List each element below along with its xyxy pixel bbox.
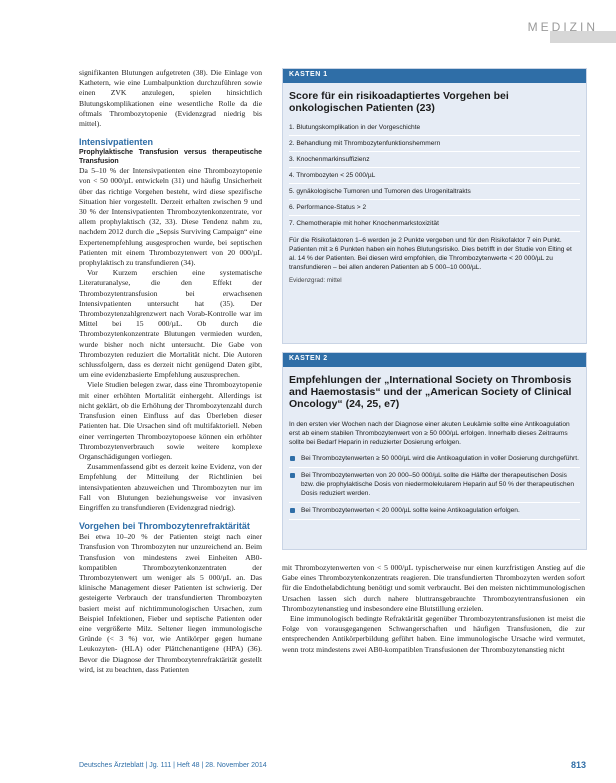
info-box-2	[282, 352, 587, 550]
bullet-icon	[290, 473, 295, 478]
journal-footer: Deutsches Ärzteblatt | Jg. 111 | Heft 48 | 28. November 2014	[79, 762, 267, 769]
box-intro: In den ersten vier Wochen nach der Diagnose einer akuten Leukämie sollte eine Antikoagulation erst ab einem stabilen Thrombozytenwert von ≥ 50 000/µL erfolgen. Innerhalb dieses Zeitraums sollte bei Bedarf Heparin in reduzierter Dosierung erfolgen.	[289, 421, 570, 446]
heading-intensivpatienten: Intensivpatienten	[79, 137, 154, 148]
list-item: 3. Knochenmarkinsuffizienz	[289, 152, 580, 168]
risk-factor-list	[283, 120, 586, 232]
bullet-icon	[290, 456, 295, 461]
page-number: 813	[570, 760, 586, 770]
list-item: 6. Performance-Status > 2	[289, 200, 580, 216]
left-column	[79, 68, 262, 675]
list-item: 5. gynäkologische Tumoren und Tumoren des Urogenitaltrakts	[289, 184, 580, 200]
right-column	[282, 563, 585, 655]
heading-refraktaeritaet: Vorgehen bei Thrombozytenrefraktärität	[79, 521, 250, 532]
recommendation-list	[283, 447, 586, 520]
paragraph: signifikanten Blutungen aufgetreten (38). Die Einlage von Kathetern, wie eine Lumbalpunktion durchzuführen sowie einen ZVK anzulegen, spielen hinsichtlich Blutungskomplikationen eine wesentliche Rolle da die oftmals Thrombozytopenie (Evidenzgrad niedrig bis mittel).	[79, 68, 262, 129]
list-item: 1. Blutungskomplikation in der Vorgeschichte	[289, 120, 580, 136]
box-title: Empfehlungen der „International Society on Thrombosis and Haemostasis“ und der „American Society of Clinical Oncology“ (24, 25, e7)	[289, 374, 572, 410]
list-item	[289, 468, 580, 503]
paragraph: Vor Kurzem erschien eine systematische Literaturanalyse, die den Effekt der Thrombozytentransfusion bei erwachsenen Intensivpatienten untersucht hat (35). Der Thrombozytenzahlgrenzwert nach Vorab-Kontrolle war im Mittel bei 15 000/µL. Ob durch die Thrombozytenkonzentrate Blutungen vermieden wurden, wurde bisher noch nicht untersucht. Die Gabe von Thrombozyten reduziert die Mortalität nicht. Die Autoren schlussfolgern, dass es derzeit nicht genügend Daten gibt, um eine evidenzbasierte Empfehlung auszusprechen.	[79, 268, 262, 380]
paragraph: Da 5–10 % der Intensivpatienten eine Thrombozytopenie von < 50 000/µL entwickeln (31) und häufig Unsicherheit über das richtige Vorgehen besteht, wird diese spezifische Situation hier vorgestellt. Derzeit erhalten zwischen 9 und 30 % der Intensivpatienten Thrombozytenkonzentrate, vor allem prophylaktisch (32, 33). Diese Tendenz nahm zu, nachdem 2012 durch die „Sepsis Surviving Campaign“ eine Expertenempfehlung ausgesprochen wurde, bei septischen Patienten mit einem Thrombozytenwert von 20 000/µL prophylaktisch zu transfundieren (34).	[79, 166, 262, 268]
list-item: 4. Thrombozyten < 25 000/µL	[289, 168, 580, 184]
list-item	[289, 503, 580, 520]
list-item	[289, 451, 580, 468]
list-item-text: Bei Thrombozytenwerten < 20 000/µL sollte keine Antikoagulation erfolgen.	[301, 507, 520, 514]
list-item: 2. Behandlung mit Thrombozytenfunktionshemmern	[289, 136, 580, 152]
paragraph: Bei etwa 10–20 % der Patienten steigt nach einer Transfusion von Thrombozyten nur unzureichend an. Beim Transfusion von mindestens zwei Einheiten AB0-kompatiblen Thrombozytenkonzentraten der Thrombozytenwert um weniger als 5 000/µL an. Das klinische Management dieser Patienten ist schwierig. Der gesteigerte Verbrauch der transfundierten Thrombozyten basiert meist auf nichtimmunologischen Ursachen, zum Beispiel Infektionen, Fieber und septische Patienten oder eine vergrößerte Milz. Seltener liegen immunologische Gründe (< 3 %) vor, wie Antikörper gegen humane Leukozyten- (HLA) oder Plättchenantigene (HPA) (36). Bevor die Diagnose der Thrombozytenrefraktärität gestellt wird, ist zu beachten, dass Patienten	[79, 532, 262, 674]
box-label: KASTEN 2	[283, 353, 586, 367]
list-item-text: Bei Thrombozytenwerten ≥ 50 000/µL wird die Antikoagulation in voller Dosierung durchgeführt.	[301, 455, 579, 462]
paragraph: Eine immunologisch bedingte Refraktärität gegenüber Thrombozytentransfusionen ist meist die Folge von vorausgegangenen Schwangerschaften und häufigen Transfusionen, die zur entsprechenden Antikörperbildung geführt haben. Eine immunologische Ursache wird vermutet, wenn trotz mindestens zwei AB0-kompatiblen Transfusionen der Thrombozytenanstieg nicht	[282, 614, 585, 654]
section-label: MEDIZIN	[527, 20, 598, 34]
list-item-text: Bei Thrombozytenwerten von 20 000–50 000/µL sollte die Hälfte der therapeutischen Dosis bzw. die prophylaktische Dosis von niedermolekularem Heparin auf 50 % der therapeutischen Dosis reduziert werden.	[301, 472, 575, 497]
box-label: KASTEN 1	[283, 69, 586, 83]
evidence-note: Evidenzgrad: mittel	[289, 277, 342, 284]
box-text: Für die Risikofaktoren 1–6 werden je 2 Punkte vergeben und für den Risikofaktor 7 ein Punkt. Patienten mit ≥ 6 Punkten haben ein hohes Blutungsrisiko. Dies betrifft in der Studie von Elting et al. 14 % der Patienten. Bei diesen wird empfohlen, die Thrombozytenwerte < 20 000/µL zu transfundieren – bei allen anderen Patienten ab 5 000–10 000/µL.	[289, 237, 572, 271]
subheading-transfusion: Prophylaktische Transfusion versus therapeutische Transfusion	[79, 149, 262, 166]
paragraph: mit Thrombozytenwerten von < 5 000/µL typischerweise nur einen kurzfristigen Anstieg auf die Gabe eines Thrombozytenkonzentrats reagieren. Die transfundierten Thrombozyten werden sofort für die Endothelabdichtung benötigt und somit verbraucht. Bei den meisten nichtimmunologischen Ursachen lassen sich durch nahere bluttransgebrauchte Thrombozytentransfusionen ein Thrombozytenanstieg und insbesondere eine Blutstillung erzielen.	[282, 563, 585, 613]
paragraph: Zusammenfassend gibt es derzeit keine Evidenz, von der Empfehlung der Mitteilung der Richtlinien bei intensivpatienten abzuweichen und Thrombozyten nur im Fall von Blutungen beziehungsweise vor invasiven Eingriffen zu transfundieren (Evidenzgrad niedrig).	[79, 462, 262, 512]
paragraph: Viele Studien belegen zwar, dass eine Thrombozytopenie mit einer erhöhten Mortalität einhergeht. Allerdings ist nicht geklärt, ob die Erhöhung der Thrombozytenzahl durch Transfusion einen Einfluss auf das Überleben dieser Patienten hat. Die Ursachen sind oft multifaktoriell. Neben einer verringerten Thrombozytopoese können ein erhöhter Thrombozytenverbrauch sowie weitere komplexe Organschädigungen vorliegen.	[79, 380, 262, 461]
info-box-1	[282, 68, 587, 344]
box-title: Score für ein risikoadaptiertes Vorgehen bei onkologischen Patienten (23)	[289, 90, 509, 114]
bullet-icon	[290, 508, 295, 513]
list-item: 7. Chemotherapie mit hoher Knochenmarkstoxizität	[289, 216, 580, 232]
